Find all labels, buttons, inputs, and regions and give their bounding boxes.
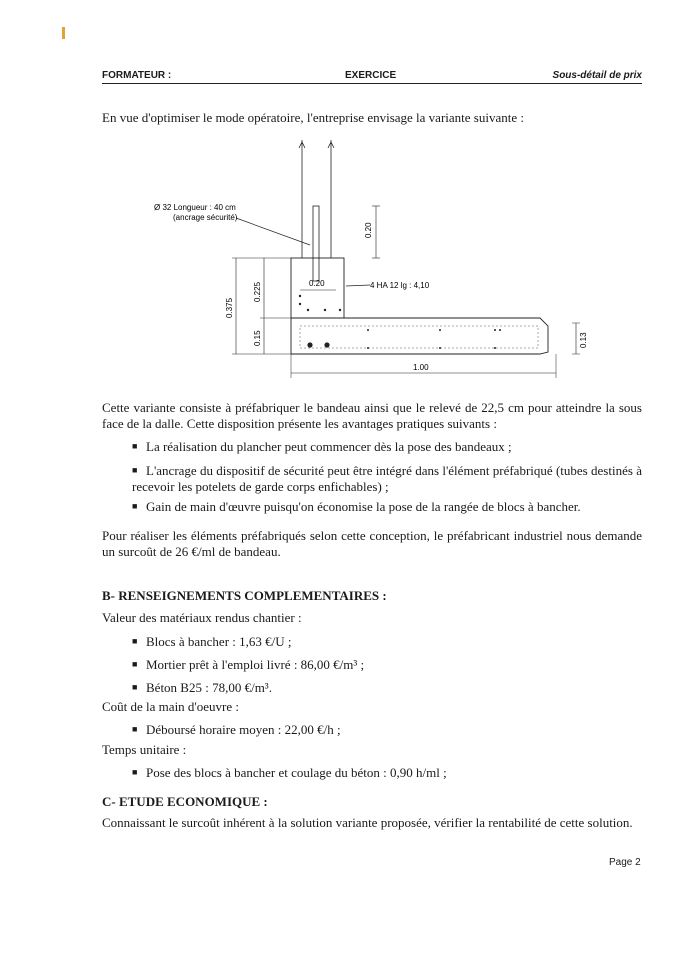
advantage-item: ■ La réalisation du plancher peut commencer dès la pose des bandeaux ; bbox=[132, 439, 512, 454]
upstand-outline bbox=[291, 258, 344, 318]
page-header bbox=[102, 70, 642, 84]
labour-item: ■ Déboursé horaire moyen : 22,00 €/h ; bbox=[132, 722, 341, 737]
anchor-label-line2: (ancrage sécurité) bbox=[173, 213, 238, 222]
material-item: ■ Béton B25 : 78,00 €/m³. bbox=[132, 680, 272, 695]
rebar-label: 4 HA 12 lg : 4,10 bbox=[370, 281, 430, 290]
header-exercise-label: EXERCICE bbox=[345, 70, 397, 81]
dim-015: 0.15 bbox=[253, 330, 262, 346]
header-trainer-label: FORMATEUR : bbox=[102, 70, 172, 81]
section-drawing bbox=[140, 140, 590, 380]
anchor-label-line1: Ø 32 Longueur : 40 cm bbox=[154, 203, 236, 212]
variant-description: Cette variante consiste à préfabriquer le bandeau ainsi que le relevé de 22,5 cm pour atteindre la sous face de la dalle. Cette disposition présente les avantages pratiques suivants : bbox=[102, 400, 642, 431]
dim-020-horizontal: 0.20 bbox=[309, 279, 325, 288]
dim-013: 0.13 bbox=[579, 332, 588, 348]
dim-020-vertical: 0.20 bbox=[364, 222, 373, 238]
dim-0225: 0.225 bbox=[253, 281, 262, 302]
page-number: Page 2 bbox=[609, 857, 641, 868]
anchor-bar bbox=[313, 206, 319, 281]
labour-intro: Coût de la main d'oeuvre : bbox=[102, 699, 240, 714]
surcharge-paragraph: Pour réaliser les éléments préfabriqués selon cette conception, le préfabricant industriel nous demande un surcoût de 26 €/ml de bandeau. bbox=[102, 528, 642, 559]
time-item: ■ Pose des blocs à bancher et coulage du béton : 0,90 h/ml ; bbox=[132, 765, 447, 780]
section-c-text: Connaissant le surcoût inhérent à la solution variante proposée, vérifier la rentabilité de cette solution. bbox=[102, 815, 633, 830]
advantage-item: ■ L'ancrage du dispositif de sécurité peut être intégré dans l'élément préfabriqué (tubes destinés à recevoir les potelets de garde corps enfichables) ; bbox=[132, 463, 642, 494]
dim-100: 1.00 bbox=[413, 363, 429, 372]
section-b-title: B- RENSEIGNEMENTS COMPLEMENTAIRES : bbox=[102, 588, 387, 603]
material-item: ■ Blocs à bancher : 1,63 €/U ; bbox=[132, 634, 292, 649]
section-c-title: C- ETUDE ECONOMIQUE : bbox=[102, 794, 268, 809]
header-rule bbox=[102, 83, 642, 84]
materials-intro: Valeur des matériaux rendus chantier : bbox=[102, 610, 302, 625]
time-intro: Temps unitaire : bbox=[102, 742, 187, 757]
intro-paragraph: En vue d'optimiser le mode opératoire, l'entreprise envisage la variante suivante : bbox=[102, 110, 524, 125]
header-subject-label: Sous-détail de prix bbox=[552, 70, 642, 81]
margin-mark bbox=[62, 27, 65, 39]
slab-outline bbox=[291, 318, 548, 354]
advantage-item: ■ Gain de main d'œuvre puisqu'on économise la pose de la rangée de blocs à bancher. bbox=[132, 499, 581, 514]
dim-0375: 0.375 bbox=[225, 297, 234, 318]
material-item: ■ Mortier prêt à l'emploi livré : 86,00 €/m³ ; bbox=[132, 657, 365, 672]
rebar-dots bbox=[299, 295, 501, 349]
